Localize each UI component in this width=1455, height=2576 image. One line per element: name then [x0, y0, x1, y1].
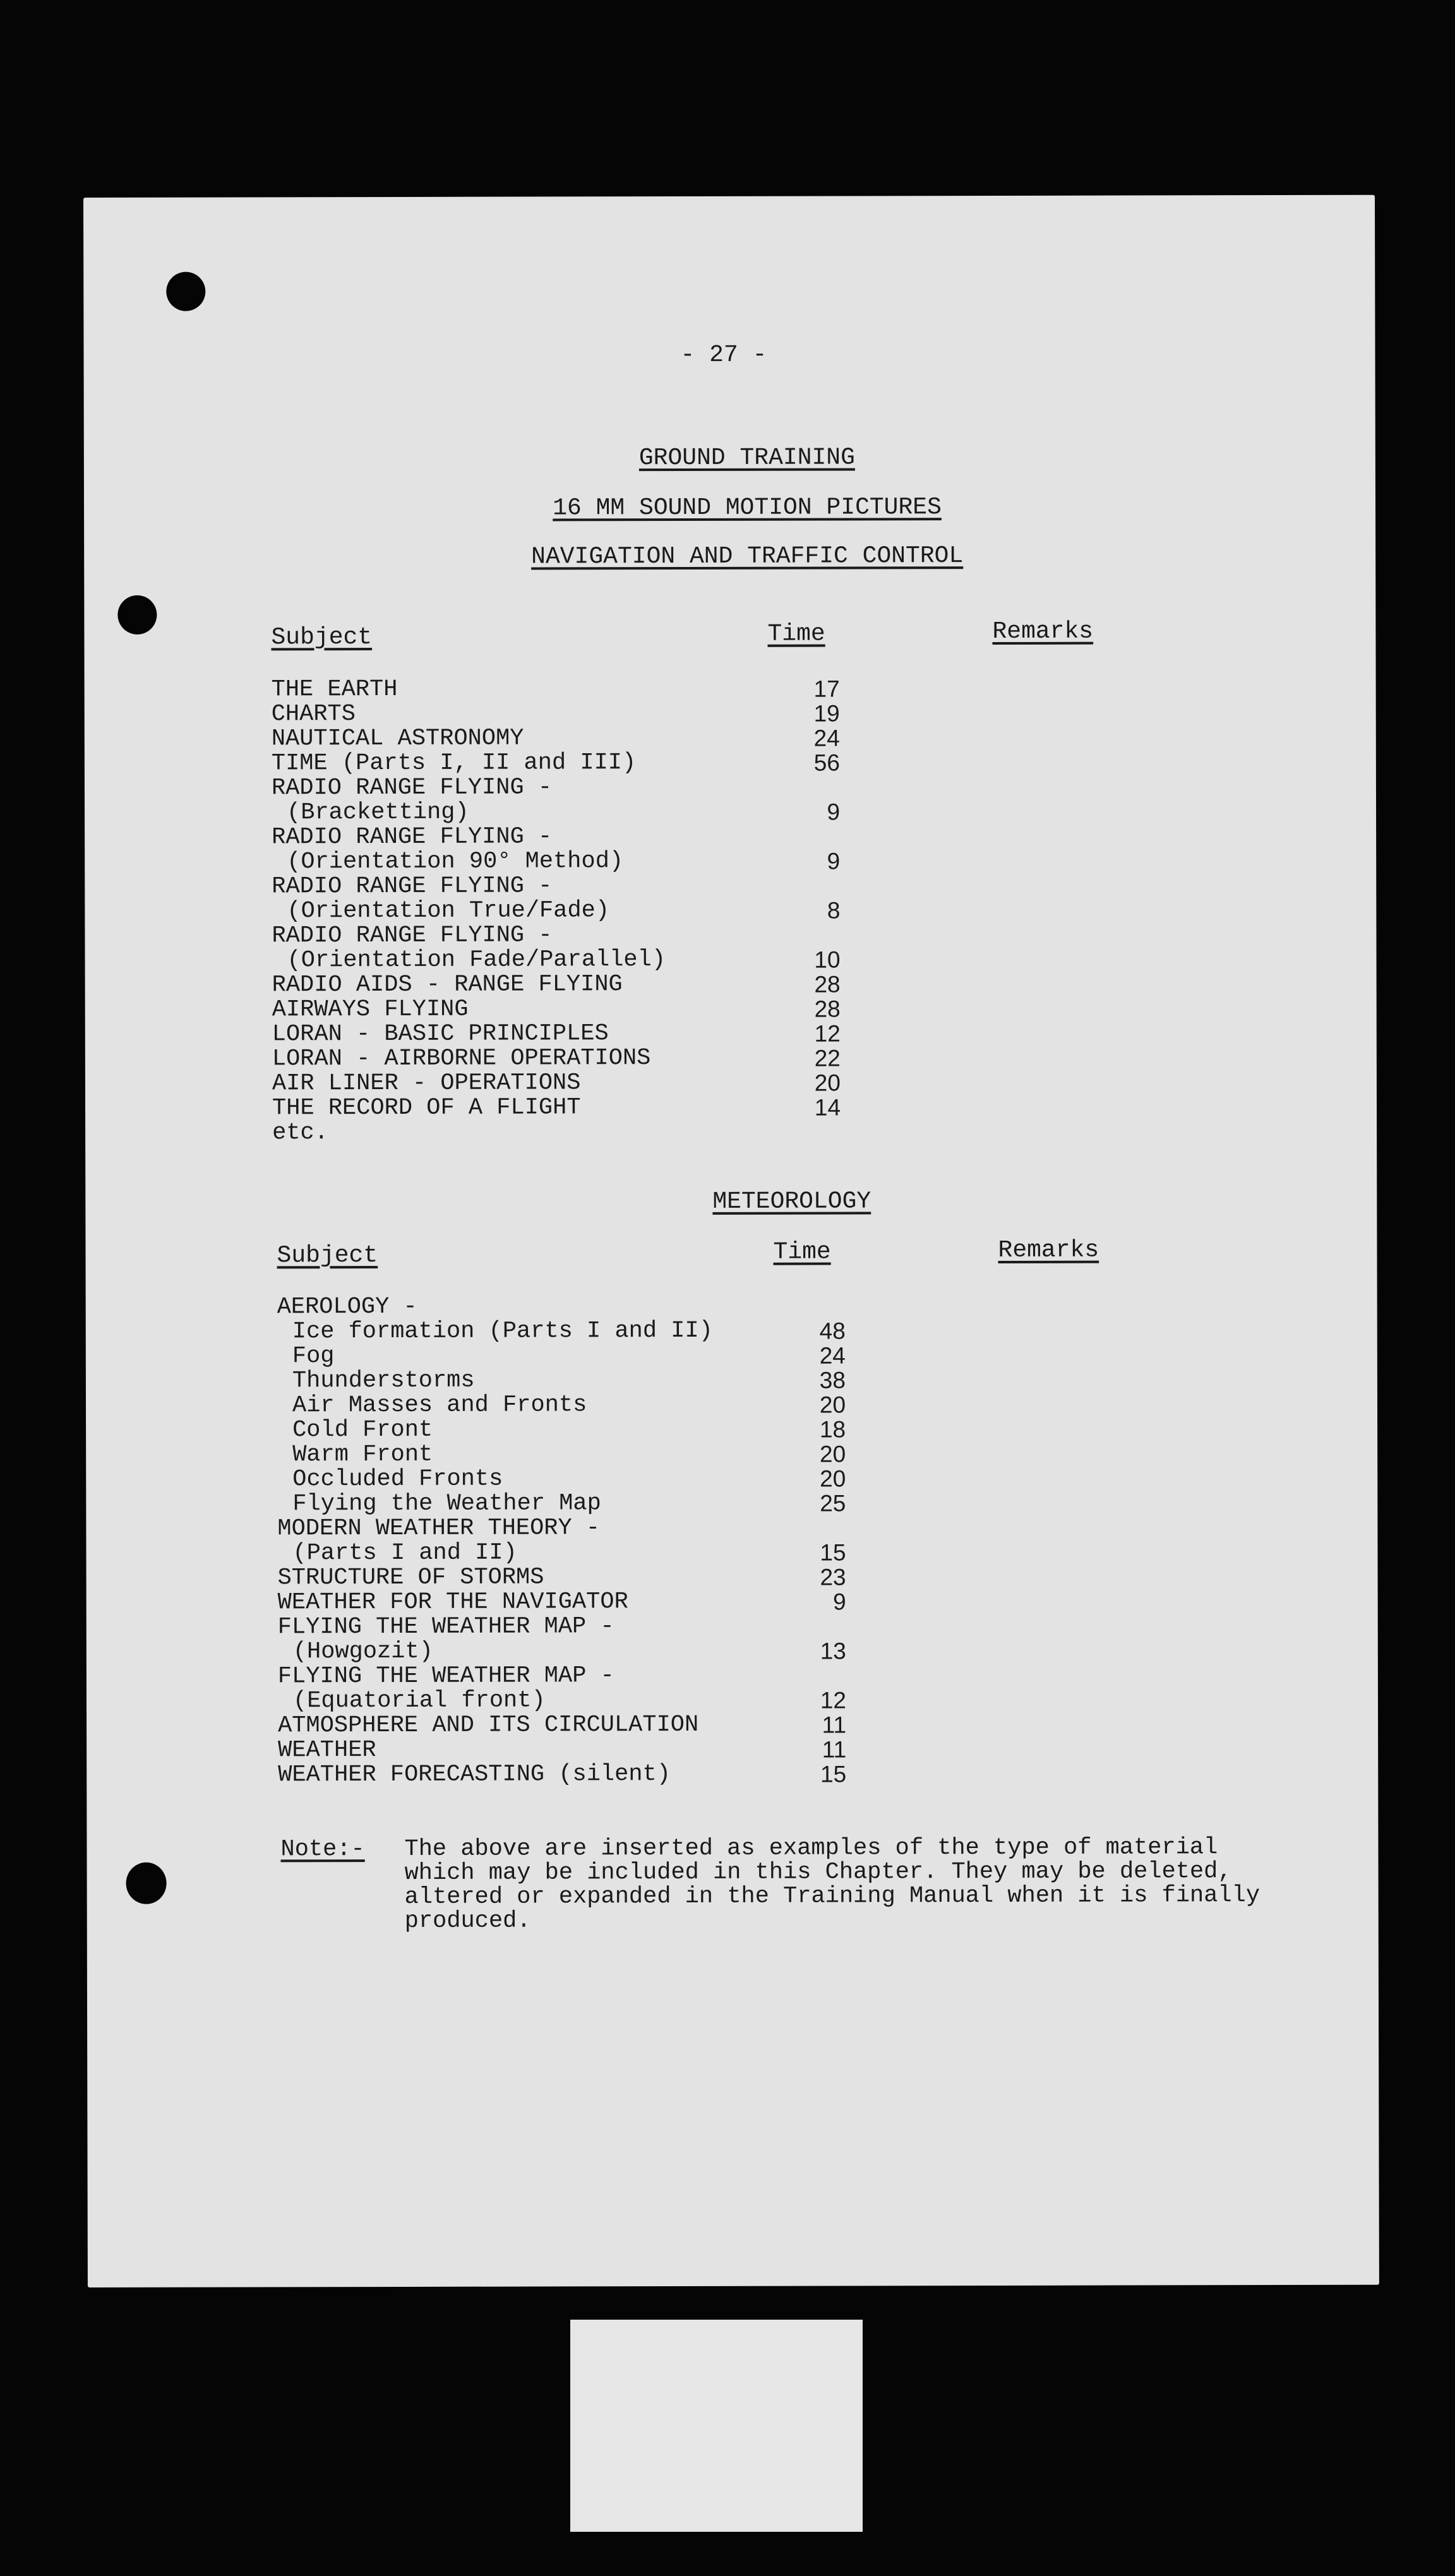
row-time: 38	[819, 1367, 846, 1393]
row-time: 8	[827, 897, 841, 924]
table-row	[277, 1466, 909, 1492]
table-row	[278, 1589, 909, 1615]
row-subject: CHARTS	[271, 701, 356, 728]
row-subject: Ice formation (Parts I and II)	[292, 1317, 713, 1345]
row-subject: RADIO RANGE FLYING -	[272, 823, 553, 851]
row-subject: AEROLOGY -	[277, 1293, 417, 1321]
punch-hole	[166, 272, 205, 311]
row-subject: Occluded Fronts	[292, 1465, 503, 1493]
row-time: 17	[813, 676, 840, 702]
row-time: 23	[820, 1564, 846, 1590]
row-time: 11	[822, 1736, 847, 1763]
table-row	[277, 1392, 909, 1418]
table-row	[277, 1343, 909, 1369]
column-header-remarks: Remarks	[992, 617, 1094, 645]
table-row	[272, 1021, 904, 1047]
row-subject: MODERN WEATHER THEORY -	[277, 1515, 601, 1542]
table-row	[272, 750, 903, 776]
table-row	[278, 1614, 909, 1640]
row-subject: WEATHER FOR THE NAVIGATOR	[277, 1589, 628, 1616]
document-page	[83, 195, 1379, 2287]
row-time: 22	[814, 1045, 841, 1071]
row-subject: LORAN - AIRBORNE OPERATIONS	[272, 1045, 651, 1073]
table-row	[277, 1318, 909, 1344]
table-row	[278, 1638, 909, 1664]
document-subtitle-text: 16 MM SOUND MOTION PICTURES	[553, 494, 942, 522]
row-subject: Fog	[292, 1343, 335, 1370]
table-row	[272, 799, 903, 825]
table-row	[272, 849, 903, 874]
section-heading-meteorology: METEOROLOGY	[712, 1188, 871, 1215]
table-row	[277, 1540, 909, 1566]
table-row	[272, 947, 903, 973]
table-row	[272, 676, 903, 702]
row-time: 20	[814, 1070, 841, 1096]
row-time: 10	[814, 946, 841, 973]
row-time: 48	[819, 1318, 846, 1344]
row-time: 56	[813, 749, 840, 776]
row-subject: THE RECORD OF A FLIGHT	[272, 1094, 581, 1122]
row-subject: RADIO RANGE FLYING -	[272, 873, 553, 900]
section-heading-text: NAVIGATION AND TRAFFIC CONTROL	[531, 542, 964, 571]
row-time: 24	[819, 1342, 846, 1369]
row-time: 12	[820, 1687, 847, 1714]
row-subject: RADIO RANGE FLYING -	[272, 922, 553, 950]
row-subject: etc.	[272, 1119, 328, 1147]
table-row	[272, 873, 903, 899]
page-number: - 27 -	[680, 341, 767, 369]
row-subject: FLYING THE WEATHER MAP -	[277, 1613, 614, 1641]
row-time: 28	[814, 996, 841, 1022]
row-subject: TIME (Parts I, II and III)	[271, 749, 637, 777]
table-row	[277, 1515, 909, 1541]
row-time: 15	[820, 1761, 847, 1787]
row-subject: AIRWAYS FLYING	[272, 996, 469, 1023]
row-subject: (Parts I and II)	[292, 1539, 517, 1567]
row-time: 20	[819, 1441, 846, 1467]
column-header-time: Time	[767, 620, 825, 648]
table-row	[278, 1737, 909, 1763]
section-heading-navigation	[84, 543, 1375, 570]
blank-target-card	[570, 2320, 863, 2532]
row-time: 9	[827, 848, 841, 874]
row-subject: (Orientation True/Fade)	[287, 897, 610, 925]
column-header-subject: Subject	[271, 624, 373, 652]
navigation-table	[272, 676, 904, 1145]
row-time: 18	[819, 1416, 846, 1443]
punch-hole	[117, 595, 157, 635]
table-row	[272, 972, 904, 998]
row-subject: (Equatorial front)	[292, 1687, 546, 1715]
meteorology-table	[277, 1294, 910, 1787]
row-subject: (Bracketting)	[286, 799, 469, 826]
table-row	[277, 1417, 909, 1443]
row-subject: ATMOSPHERE AND ITS CIRCULATION	[278, 1711, 699, 1739]
table-row	[272, 922, 903, 948]
table-row	[272, 701, 903, 727]
row-subject: Air Masses and Fronts	[292, 1392, 587, 1419]
table-row	[277, 1368, 909, 1393]
row-subject: RADIO AIDS - RANGE FLYING	[272, 971, 623, 999]
row-time: 12	[814, 1020, 841, 1047]
table-row	[272, 824, 903, 850]
row-time: 14	[814, 1094, 841, 1121]
row-time: 9	[833, 1589, 846, 1615]
table-row	[272, 1046, 904, 1071]
table-row	[272, 1095, 904, 1121]
row-subject: WEATHER	[278, 1737, 376, 1764]
table-row	[272, 1119, 904, 1145]
table-row	[278, 1565, 909, 1590]
document-title-text: GROUND TRAINING	[638, 444, 855, 472]
row-subject: STRUCTURE OF STORMS	[277, 1564, 544, 1592]
table-row	[277, 1441, 909, 1467]
document-title	[84, 444, 1375, 472]
row-subject: Flying the Weather Map	[292, 1490, 601, 1518]
row-subject: Cold Front	[292, 1416, 433, 1444]
table-row	[272, 996, 904, 1022]
row-subject: THE EARTH	[271, 676, 398, 703]
table-row	[278, 1712, 909, 1738]
row-time: 24	[813, 725, 840, 751]
row-subject: (Howgozit)	[292, 1638, 433, 1666]
row-time: 13	[820, 1638, 846, 1664]
row-subject: FLYING THE WEATHER MAP -	[277, 1662, 614, 1690]
row-subject: Thunderstorms	[292, 1367, 475, 1395]
row-subject: NAUTICAL ASTRONOMY	[271, 725, 524, 753]
table-row	[272, 1070, 904, 1096]
row-time: 15	[820, 1539, 846, 1566]
table-row	[278, 1762, 909, 1787]
row-subject: (Orientation Fade/Parallel)	[287, 946, 666, 974]
table-row	[277, 1294, 909, 1320]
document-subtitle	[84, 494, 1375, 522]
row-time: 25	[820, 1490, 846, 1517]
row-time: 11	[822, 1712, 847, 1738]
row-subject: AIR LINER - OPERATIONS	[272, 1070, 581, 1097]
row-time: 20	[820, 1465, 846, 1492]
row-subject: WEATHER FORECASTING (silent)	[278, 1761, 671, 1789]
row-time: 9	[827, 799, 841, 825]
note-label: Note:-	[280, 1836, 365, 1863]
column-header-subject: Subject	[277, 1242, 378, 1270]
table-row	[272, 898, 903, 924]
column-header-remarks: Remarks	[998, 1236, 1099, 1264]
row-time: 28	[814, 971, 841, 998]
row-subject: LORAN - BASIC PRINCIPLES	[272, 1020, 609, 1048]
row-time: 20	[819, 1392, 846, 1418]
row-subject: RADIO RANGE FLYING -	[271, 774, 553, 802]
table-row	[277, 1491, 909, 1517]
table-row	[272, 775, 903, 801]
note-text: The above are inserted as examples of the type of material which may be included in this Chapter. They may be deleted, altered or expanded in the Training Manual when it is finally produced.	[404, 1834, 1260, 1935]
row-subject: Warm Front	[292, 1441, 433, 1469]
row-time: 19	[813, 700, 840, 727]
row-subject: (Orientation 90° Method)	[287, 848, 624, 876]
column-header-time: Time	[773, 1238, 831, 1266]
punch-hole	[126, 1863, 167, 1904]
table-row	[278, 1688, 909, 1714]
table-row	[272, 725, 903, 751]
table-row	[278, 1663, 909, 1689]
